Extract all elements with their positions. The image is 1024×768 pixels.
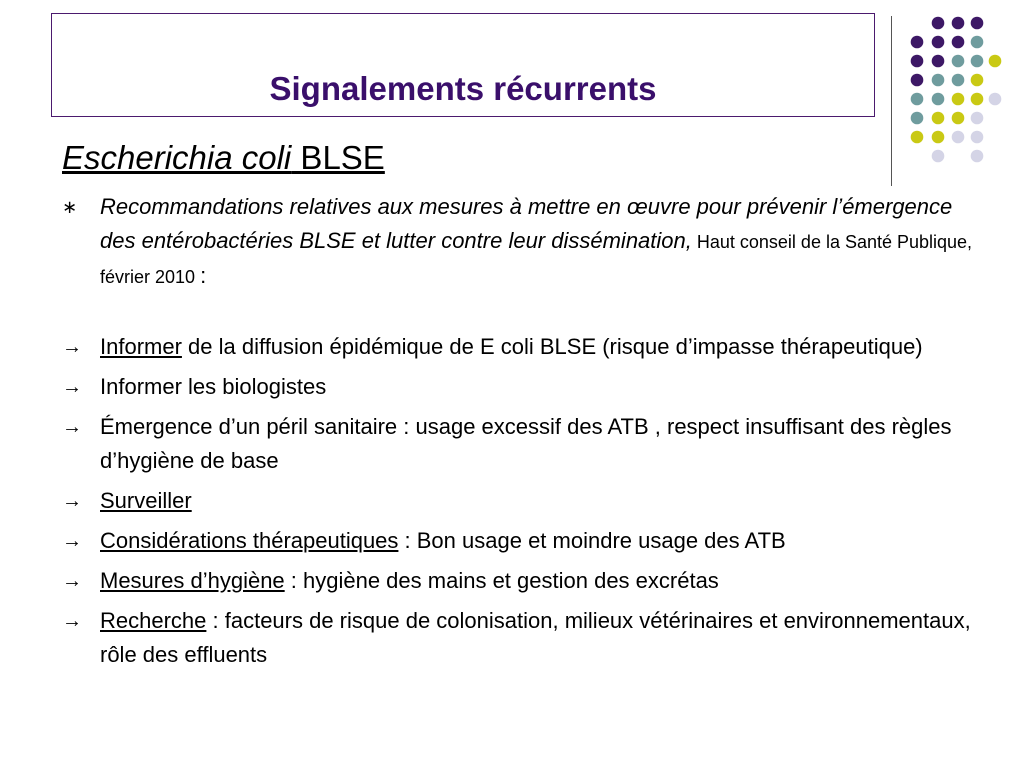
list-item [62, 370, 992, 404]
arrow-icon: → [62, 416, 82, 438]
decorative-dot [971, 55, 984, 68]
arrow-icon: → [62, 376, 82, 398]
subtitle-rest: BLSE [291, 139, 385, 176]
bullet-lead: Surveiller [100, 488, 192, 513]
bullet-lead: Informer [100, 334, 182, 359]
intro-source: Haut conseil de la Santé Publique, février 2010 [100, 232, 973, 287]
decorative-dot [989, 93, 1002, 106]
decorative-dot [932, 112, 945, 125]
bullet-text: de la diffusion épidémique de E coli BLSE (risque d’impasse thérapeutique) [181, 334, 923, 359]
bullet-lead: Mesures d’hygiène [100, 568, 285, 593]
decorative-dot [971, 112, 984, 125]
decorative-dot [971, 36, 984, 49]
decorative-dot [932, 17, 945, 30]
bullet-lead: Considérations thérapeutiques [100, 528, 399, 553]
arrow-icon: → [62, 570, 82, 592]
arrow-icon: → [62, 610, 82, 632]
decorative-dot [932, 93, 945, 106]
decorative-dot [971, 93, 984, 106]
decorative-dot [932, 55, 945, 68]
decorative-dot [971, 17, 984, 30]
decorative-dot [952, 17, 965, 30]
list-item [62, 410, 992, 478]
decorative-dot [952, 55, 965, 68]
list-item [62, 524, 992, 558]
bullet-list [62, 330, 992, 672]
decorative-dot [911, 93, 924, 106]
slide-title: Signalements récurrents [269, 70, 657, 107]
bullet-text: : hygiène des mains et gestion des excrétas [284, 568, 719, 593]
arrow-icon: → [62, 490, 82, 512]
decorative-dot [971, 74, 984, 87]
decorative-dot [911, 36, 924, 49]
decorative-dot [932, 74, 945, 87]
subtitle-italic: Escherichia coli [62, 139, 292, 176]
intro-paragraph [62, 190, 992, 294]
bullet-text: : Bon usage et moindre usage des ATB [398, 528, 786, 553]
intro-italic: Recommandations relatives aux mesures à mettre en œuvre pour prévenir l’émergence des entérobactéries BLSE et lutter contre leur dissémination, [100, 194, 953, 253]
slide-content [62, 136, 992, 688]
decorative-dot [989, 55, 1002, 68]
intro-colon: : [200, 263, 207, 288]
list-item [62, 564, 992, 598]
decorative-dot [952, 36, 965, 49]
bullet-text: : facteurs de risque de colonisation, milieux vétérinaires et environnementaux, rôle des effluents [100, 608, 971, 667]
list-item [62, 484, 992, 518]
decorative-dot [952, 93, 965, 106]
decorative-dot [932, 36, 945, 49]
asterisk-icon: ∗ [62, 197, 78, 217]
list-item [62, 330, 992, 364]
decorative-dot [911, 112, 924, 125]
arrow-icon: → [62, 530, 82, 552]
decorative-dot [911, 74, 924, 87]
bullet-text: Informer les biologistes [100, 374, 327, 399]
arrow-icon: → [62, 336, 82, 358]
list-item [62, 604, 992, 672]
decorative-dot [911, 55, 924, 68]
decorative-dot [952, 74, 965, 87]
slide-subtitle [62, 136, 385, 180]
decorative-dot [952, 112, 965, 125]
bullet-lead: Recherche [100, 608, 207, 633]
bullet-text: Émergence d’un péril sanitaire : usage excessif des ATB , respect insuffisant des règles d’hygiène de base [100, 414, 952, 473]
title-box [51, 13, 875, 117]
